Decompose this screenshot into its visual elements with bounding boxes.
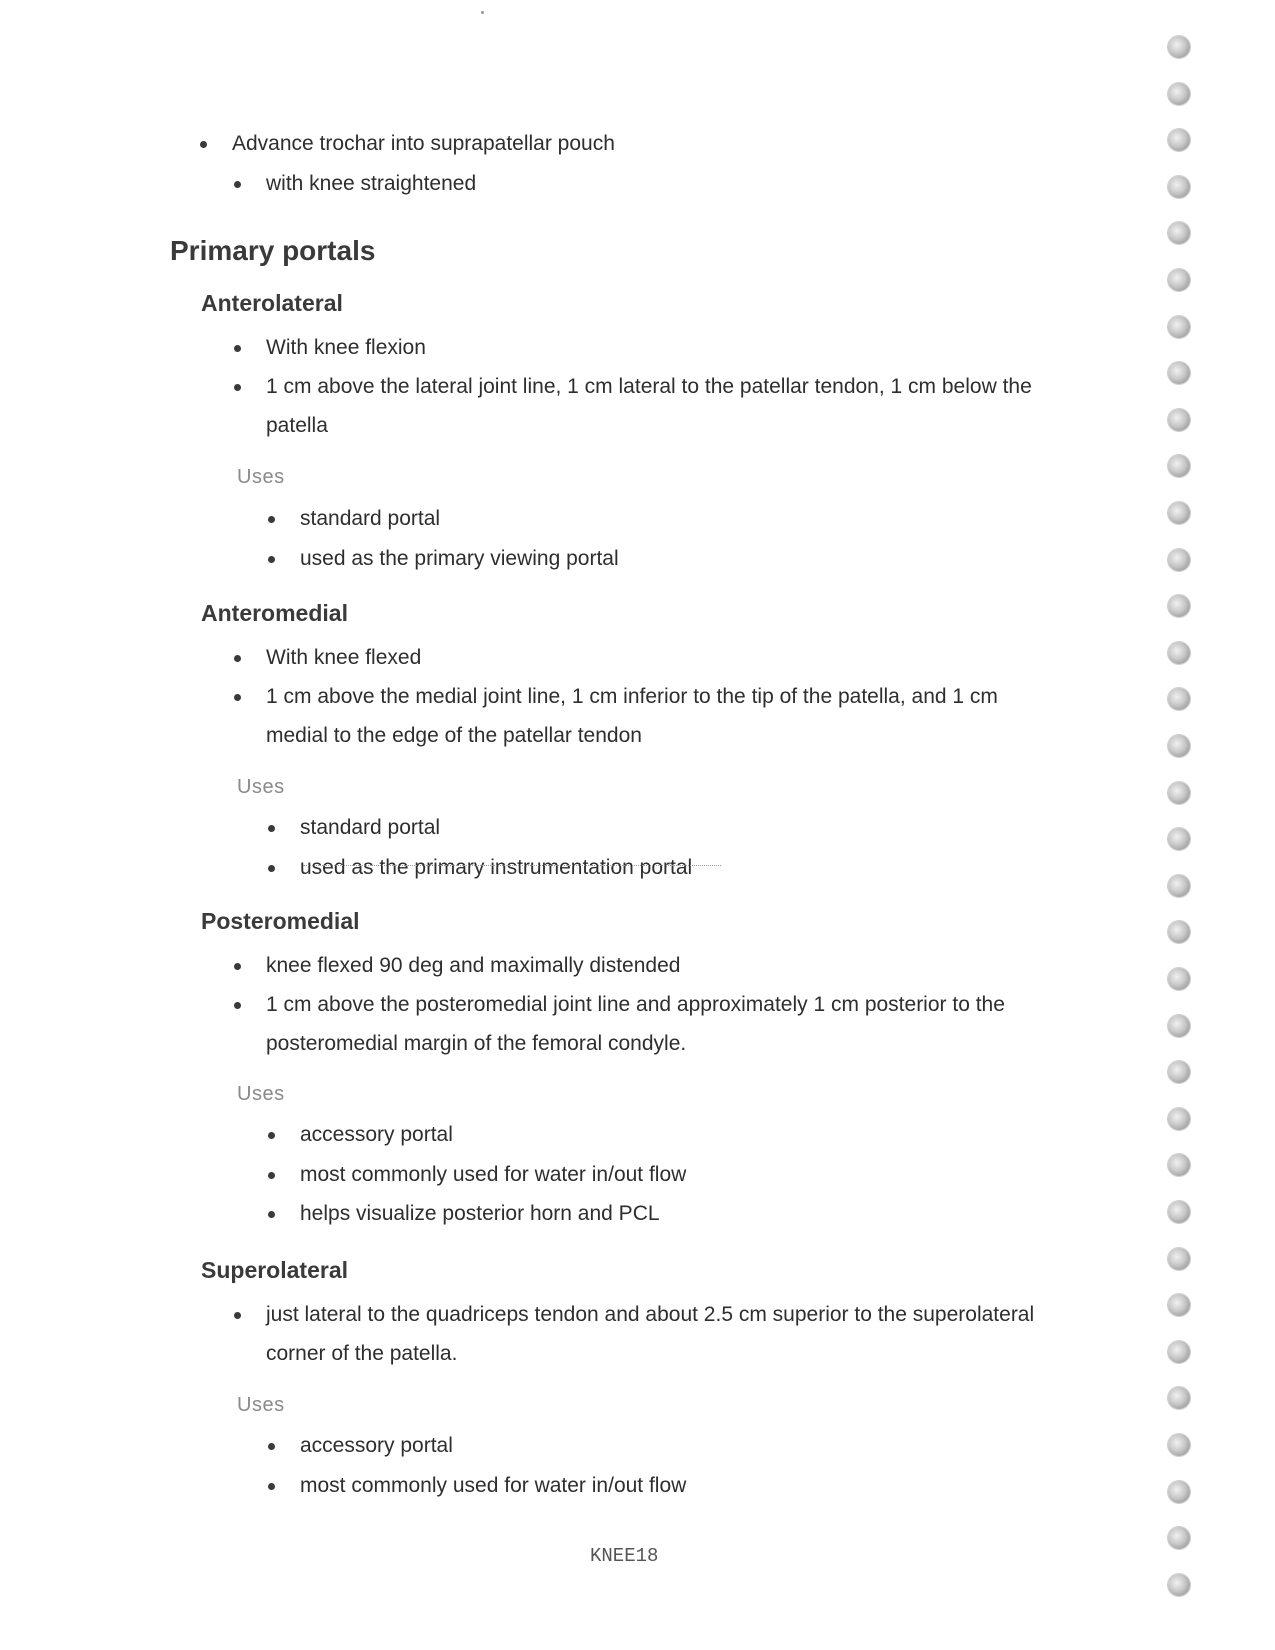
binding-hole-icon bbox=[1168, 782, 1190, 804]
binding-hole-icon bbox=[1168, 735, 1190, 757]
section-title: Primary portals bbox=[170, 235, 376, 266]
bullet-dot bbox=[200, 141, 207, 148]
binding-hole-icon bbox=[1168, 1481, 1190, 1503]
binding-hole-icon bbox=[1168, 1015, 1190, 1037]
binding-hole-icon bbox=[1168, 642, 1190, 664]
bullet-dot bbox=[268, 516, 275, 523]
binding-hole-icon bbox=[1168, 828, 1190, 850]
binding-hole-icon bbox=[1168, 222, 1190, 244]
binding-hole-icon bbox=[1168, 1201, 1190, 1223]
binding-hole-icon bbox=[1168, 176, 1190, 198]
bullet-dot bbox=[268, 1132, 275, 1139]
binding-hole-icon bbox=[1168, 1387, 1190, 1409]
subsection-heading-posteromedial: Posteromedial bbox=[201, 908, 360, 934]
binding-hole-icon bbox=[1168, 36, 1190, 58]
bullet-dot bbox=[234, 181, 241, 188]
document-page: Advance trochar into suprapatellar pouch with knee straightened Primary portals Anterolateral With knee flexion 1 cm above the lateral joint line, 1 cm lateral to the patellar tendon, 1 cm below the patella Uses standard portal used as the primary viewing portal Anteromedial With knee flexed 1 cm above the medial joint line, 1 cm inferior to the tip of the patella, and 1 cm medial to the edge of the patellar tendon Uses standard portal used as the primary instrumentation portal Posteromedial knee flexed 90 deg and maximally distended 1 cm above the posteromedial joint line and approximately 1 cm posterior to the posteromedial margin of the femoral condyle. Uses accessory portal most commonly used for water in/out flow helps visualize posterior horn and PCL Superolateral just lateral to the quadriceps tendon and about 2.5 cm superior to the superolateral corner of the patella. Uses accessory portal most commonly used for water in/out flow KNEE18 bbox=[0, 0, 1275, 1650]
binding-hole-icon bbox=[1168, 316, 1190, 338]
binding-hole-icon bbox=[1168, 1154, 1190, 1176]
bullet-dot bbox=[234, 655, 241, 662]
binding-hole-icon bbox=[1168, 455, 1190, 477]
binding-hole-icon bbox=[1168, 83, 1190, 105]
bullet-dot bbox=[234, 345, 241, 352]
bullet-dot bbox=[268, 825, 275, 832]
binding-hole-icon bbox=[1168, 129, 1190, 151]
bullet-dot bbox=[268, 1483, 275, 1490]
bullet-dot bbox=[234, 384, 241, 391]
spiral-binding bbox=[1160, 0, 1200, 1650]
bullet-dot bbox=[234, 1002, 241, 1009]
subsection-heading-anterolateral: Anterolateral bbox=[201, 290, 343, 316]
bullet-dot bbox=[268, 1172, 275, 1179]
binding-hole-icon bbox=[1168, 269, 1190, 291]
binding-hole-icon bbox=[1168, 1061, 1190, 1083]
binding-hole-icon bbox=[1168, 688, 1190, 710]
binding-hole-icon bbox=[1168, 549, 1190, 571]
binding-hole-icon bbox=[1168, 362, 1190, 384]
scan-artifact-line bbox=[303, 865, 721, 867]
bullet-dot bbox=[234, 1312, 241, 1319]
binding-hole-icon bbox=[1168, 1248, 1190, 1270]
uses-label: Uses bbox=[237, 1394, 285, 1416]
binding-hole-icon bbox=[1168, 1294, 1190, 1316]
binding-hole-icon bbox=[1168, 1108, 1190, 1130]
uses-label: Uses bbox=[237, 776, 285, 798]
bullet-dot bbox=[268, 865, 275, 872]
subsection-heading-superolateral: Superolateral bbox=[201, 1257, 348, 1283]
binding-hole-icon bbox=[1168, 1574, 1190, 1596]
binding-hole-icon bbox=[1168, 875, 1190, 897]
bullet-dot bbox=[268, 1211, 275, 1218]
bullet-dot bbox=[268, 556, 275, 563]
bullet-dot bbox=[268, 1443, 275, 1450]
scan-speck bbox=[481, 11, 484, 14]
binding-hole-icon bbox=[1168, 502, 1190, 524]
binding-hole-icon bbox=[1168, 409, 1190, 431]
binding-hole-icon bbox=[1168, 1434, 1190, 1456]
binding-hole-icon bbox=[1168, 921, 1190, 943]
binding-hole-icon bbox=[1168, 595, 1190, 617]
bullet-dot bbox=[234, 963, 241, 970]
binding-hole-icon bbox=[1168, 968, 1190, 990]
uses-label: Uses bbox=[237, 466, 285, 488]
page-label: KNEE18 bbox=[590, 1545, 659, 1567]
subsection-heading-anteromedial: Anteromedial bbox=[201, 600, 348, 626]
uses-label: Uses bbox=[237, 1083, 285, 1105]
binding-hole-icon bbox=[1168, 1527, 1190, 1549]
bullet-dot bbox=[234, 694, 241, 701]
binding-hole-icon bbox=[1168, 1341, 1190, 1363]
